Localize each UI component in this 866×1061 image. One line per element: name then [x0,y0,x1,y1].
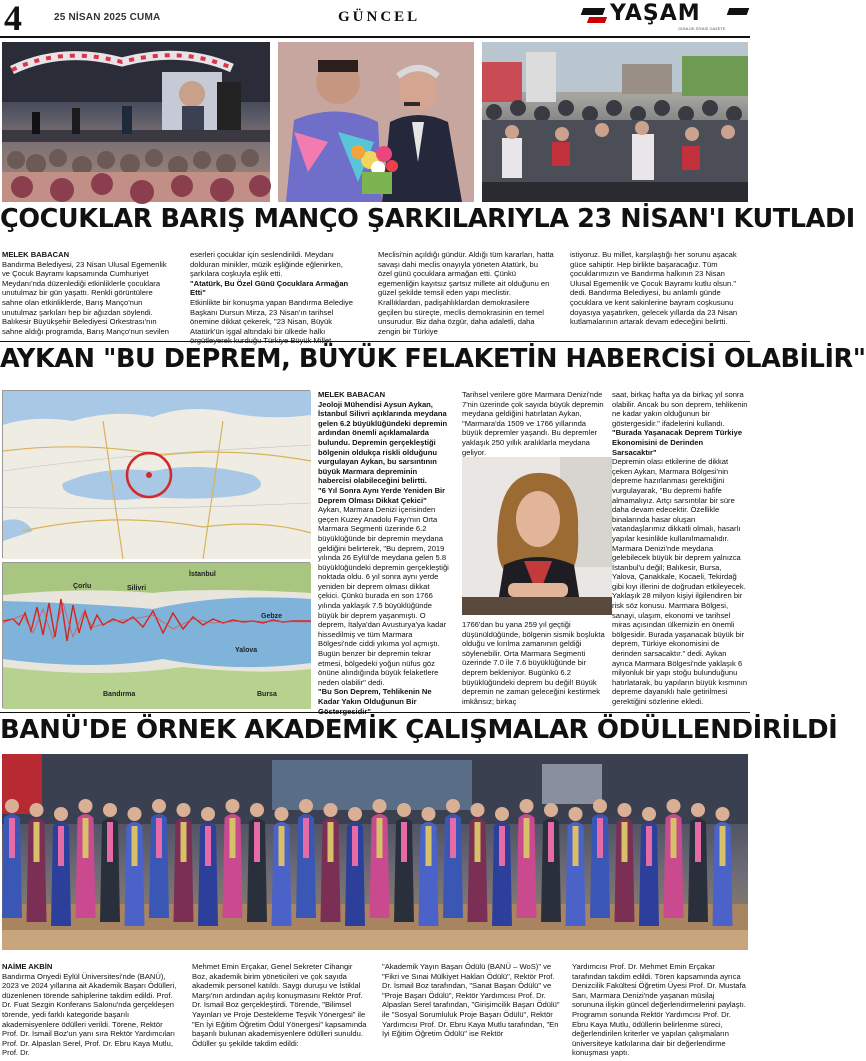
map-label-istanbul: İstanbul [189,571,216,578]
article1-col1 [2,250,174,340]
award-ceremony-group-photo [2,754,748,950]
article1-col2 [190,250,364,340]
logo-subtitle: GÜNLÜK SİYASİ GAZETE [678,26,726,31]
map-label-corlu: Çorlu [73,583,92,590]
article3-col3-text: "Akademik Yayın Başarı Ödülü (BANÜ – WoS)" ve "Fikri ve Sınai Mülkiyet Hakları Ödülü", Rektör Prof. Dr. İsmail Boz tarafından, "Sanat Başarı Ödülü" ve "Proje Başarı Ödülü", Rektör Yardımcısı Prof. Dr. Alpaslan Serel tarafından, "Girişimcilik Başarı Ödülü" ile "Sosyal Sorumluluk Proje Başarı Ödülü", Rektör Yardımcısı Prof. Dr. Ebru Kaya Mutlu tarafından, "En İyi Eğitim Öğretim Ödülü" ise Rektör [382,962,560,1039]
article2-col3 [612,390,748,712]
article3-col2-text: Mehmet Emin Erçakar, Genel Sekreter Cihangir Boz, akademik birim yöneticileri ve çok sayıda akademik personel katıldı. Saygı duruşu ve İstiklal Marşı'nın ardından açılış konuşmasını Rektör Prof. Dr. İsmail Boz gerçekleştirdi. Törende, "Bilimsel Yayınları ve Proje Destekleme Teşvik Yönergesi" ile "En İyi Eğitim Öğretim Ödül Yönergesi" kapsamında başarılı bulunan akademisyenlere ödülleri sunuldu. Ödüller şu şekilde takdim edildi: [192,962,367,1048]
article3-headline: BANÜ'DE ÖRNEK AKADEMİK ÇALIŞMALAR ÖDÜLLENDİRİLDİ [0,715,838,745]
section-divider-2 [0,712,750,713]
logo-stripe-red [587,17,607,23]
map-label-bursa: Bursa [257,691,277,698]
article3-col4-text: Yardımcısı Prof. Dr. Mehmet Emin Erçakar tarafından takdim edildi. Tören kapsamında ayrıca Denizcilik Fakültesi Öğretim Üyesi Prof. Dr. Mustafa Sarı, Marmara Denizi'nde yaşanan müsilaj sorununa ilişkin güncel değerlendirmelerini paylaştı. Programın sonunda Rektör Yardımcısı Prof. Dr. Ebru Kaya Mutlu, ödüllerin belirlenme süreci, değerlendirilen kriterler ve yapılan çalışmaların üniversiteye katkılarına dair bir değerlendirme konuşması yaptı. [572,962,746,1058]
logo-stripe-right [727,8,750,15]
article2-body-1: Aykan, Marmara Denizi içerisinden geçen Kuzey Anadolu Fayı'nın Orta Marmara Segmenti üzerinde 6.2 büyüklüğünde bir depremin meydana geldiğini belirterek, "Bu deprem, 2019 yılında 26 Eylül'de meydana gelen 5.8 büyüklüğündeki depremin gerçekleştiği noktada oldu. 6 yıl sonra aynı yerde yeniden bir deprem olması dikkat çekici. Çünkü burada en son 1766 yılında yaklaşık 7.5 büyüklüğünde büyük bir deprem yaşanmıştı. O deprem, İtalya'dan Avusturya'ya kadar hissedilmiş ve tüm Marmara Bölgesi'nde ciddi yıkıma yol açmıştı. Bugün benzer bir depremin tekrar etmesi, bölgedeki yoğun nüfus göz önüne alındığında büyük felaketlere neden olabilir" dedi. [318,505,449,687]
article1-byline: MELEK BABACAN [2,250,70,259]
concert-stage-photo [2,42,270,202]
map-label-silivri: Silivri [127,585,147,592]
article3-byline: NAİME AKBİN [2,962,53,971]
seismic-wave-map [2,562,310,708]
crowd-audience-photo [482,42,748,202]
section-divider [0,341,750,342]
article2-col2-top [462,390,608,457]
article2-subheading-3: "Burada Yaşanacak Deprem Türkiye Ekonomisini de Derinden Sarsacaktır" [612,428,743,457]
article3-col3 [382,962,560,1060]
aysun-aykan-portrait [462,457,612,615]
section-title: GÜNCEL [338,9,421,25]
article2-subheading-2: "Bu Son Deprem, Tehlikenin Ne Kadar Yakın Olduğunun Bir [318,687,432,706]
article1-col2-text-a: eserleri çocuklar için seslendirildi. Meydanı dolduran minikler, müzik eşliğinde eğlenirken, şarkılara coşkuyla eşlik etti. [190,250,343,279]
article1-col3-text: Meclisi'nin açıldığı gündür. Aldığı tüm kararları, hatta savaşı dahi meclis onayıyla yöneten Atatürk, bu özel günü çocuklara armağan etti. Çünkü egemenliğin kayıtsız şartsız millete ait olduğunu en güzel şekilde temsil eden yapı meclistir. Krallıklardan, padişahlıklardan demokrasilere geçilen bu süreçte, meclis demokrasinin en temel unsurudur. Biz daha özgür, daha adaletli, daha zengin bir Türkiye [378,250,554,336]
map-label-yalova: Yalova [235,647,258,654]
page-number: 4 [4,0,22,38]
earthquake-epicenter-map [2,390,310,558]
flowers-presentation-photo [278,42,474,202]
article2-byline: MELEK BABACAN [318,390,386,399]
article2-right-1: saat, birkaç hafta ya da birkaç yıl sonra olabilir. Ancak bu son deprem, tehlikenin ne kadar yakın olduğunun bir göstergesidir." ifadelerini kullandı. [612,390,748,428]
article2-mid-bottom: 1766'dan bu yana 259 yıl geçtiği düşünüldüğünde, bölgenin sismik boşlukta olduğu ve kırılma zamanının geldiği söylenebilir. Orta Marmara Segmenti üzerinde 7.0 ile 7.6 büyüklüğünde bir deprem bekleniyor. Bugünkü 6.2 büyüklüğündeki deprem bu değil! Büyük depremin ne zaman geleceğini kestirmek imkânsız; birkaç [462,620,605,706]
article1-col4-text: istiyoruz. Bu millet, karşılaştığı her sorunu aşacak güce sahiptir. Hep birlikte başaracağız. Tüm çocuklarımızın ve Bandırma halkının 23 Nisan Ulusal Egemenlik ve Çocuk Bayramı kutlu olsun." dedi. Bandırma Belediyesi, bu anlamlı günde çocuklara ve kent sakinlerine bayram coşkusunu doyasıya yaşatırken, gelecek yıllarda da 23 Nisan kutlamalarının artarak devam edeceğini belirtti. [570,250,738,327]
article1-col4 [570,250,746,340]
map-label-bandirma: Bandırma [103,691,136,698]
article2-mid-top: Tarihsel verilere göre Marmara Denizi'nde 7'nin üzerinde çok sayıda büyük depremin meydana geldiğini hatırlatan Aykan, "Marmara'da 1509 ve 1766 yıllarında büyük depremler yaşandı. Bu depremler yaklaşık 250 yıllık aralıklarla meydana geliyor. [462,390,604,457]
article2-headline: AYKAN "BU DEPREM, BÜYÜK FELAKETİN HABERCİSİ OLABİLİR" [0,344,866,374]
article1-col2-text-b: Etkinlikte bir konuşma yapan Bandırma Belediye Başkanı Dursun Mirza, 23 Nisan'ın tarihsel önemine dikkat çekerek, "23 Nisan, Büyük Atatürk'ün işgal altındaki bir ülkede halkı [190,297,353,336]
article2-lead: Jeoloji Mühendisi Aysun Aykan, İstanbul Silivri açıklarında meydana gelen 6.2 büyüklüğündeki depremin ardından önemli açıklamalarda bulundu. Depremin gerçekleştiği bölgenin oldukça riskli olduğunu vurgulayan Aykan, bu sarsıntının büyük Marmara depreminin habercisi olabileceğini belirtti. [318,399,448,486]
logo-stripe-black [581,8,606,15]
issue-date: 25 NİSAN 2025 CUMA [54,12,161,23]
map-label-gebze: Gebze [261,613,283,620]
article3-col4 [572,962,748,1060]
article2-subheading-1: "6 Yıl Sonra Aynı Yerde Yeniden Bir Deprem Olması Dikkat Çekici" [318,485,446,505]
article1-col1-text: Bandırma Belediyesi, 23 Nisan Ulusal Egemenlik ve Çocuk Bayramı kapsamında Cumhuriyet Meydanı'nda düzenlediği etkinliklerle çocuklara unutulmaz bir gün yaşattı. Renkli görüntülere sahne olan etkinliklerde, Barış Manço'nun unutulmaz şarkıları hep bir ağızdan söylendi. Balıkesir Büyükşehir Belediyesi Orkestrası'nın sahne aldığı programda, Barış Manço'nun sevilen [2,259,169,336]
article1-subheading: "Atatürk, Bu Özel Günü Çocuklara Armağan Etti" [190,278,349,298]
article2-right-2: Depremin olası etkilerine de dikkat çeken Aykan, Marmara Bölgesi'nin depreme hazırlanması gerektiğini vurgulayarak, "Bu depremi hafife almamalıyız. Artçı sarsıntılar bir süre daha devam edecektir. Özellikle binalarında hasar oluşan vatandaşlarımız dikkatli olmalı, hasarlı yapılar kesinlikle kullanılmamalıdır. Marmara Denizi'nde meydana gelebilecek büyük bir deprem yalnızca İstanbul'u değil; Balıkesir, Bursa, Yalova, Çanakkale, Kocaeli, Tekirdağ gibi kıyı illerini de doğrudan etkileyecek. Yaklaşık 28 milyon kişiyi ilgilendiren bir risk söz konusu. Marmara Bölgesi, sanayi, ulaşım, ekonomi ve tarihsel miras açısından ülkemizin en önemli bölgesidir. Burada yaşanacak büyük bir deprem, Türkiye ekonomisini de derinden sarsacaktır." dedi. Aykan ayrıca Marmara Bölgesi'nde yaklaşık 6 milyonluk bir yapı stoğu bulunduğunu hatırlatarak, bu yapıların büyük kısmının depreme dayanıklı hale getirilmesi gerektiğini sözlerine ekledi. [612,457,748,706]
article1-col3 [378,250,554,340]
article3-col1-text: Bandırma Onyedi Eylül Üniversitesi'nde (BANÜ), 2023 ve 2024 yıllarına ait Akademik Başarı Ödülleri, düzenlenen törende sahiplerine takdim edildi. Prof. Dr. Fuat Sezgin Konferans Salonu'nda gerçekleşen törende, yedi farklı kategoride başarılı akademisyenlere ödülleri verildi. Törene, Rektör Prof. Dr. İsmail Boz'un yanı sıra Rektör Yardımcıları Prof. Dr. Alpaslan Serel, Prof. Dr. Ebru Kaya Mutlu, Prof. Dr. [2,971,177,1058]
article2-col2-bottom [462,620,608,712]
page-header [0,0,750,38]
article3-col2 [192,962,368,1060]
article2-col1 [318,390,452,712]
newspaper-logo [582,2,748,32]
article3-col1 [2,962,178,1060]
article1-headline: ÇOCUKLAR BARIŞ MANÇO ŞARKILARIYLA 23 NİSAN'I KUTLADI [0,204,855,234]
logo-text: YAŞAM [610,1,701,26]
